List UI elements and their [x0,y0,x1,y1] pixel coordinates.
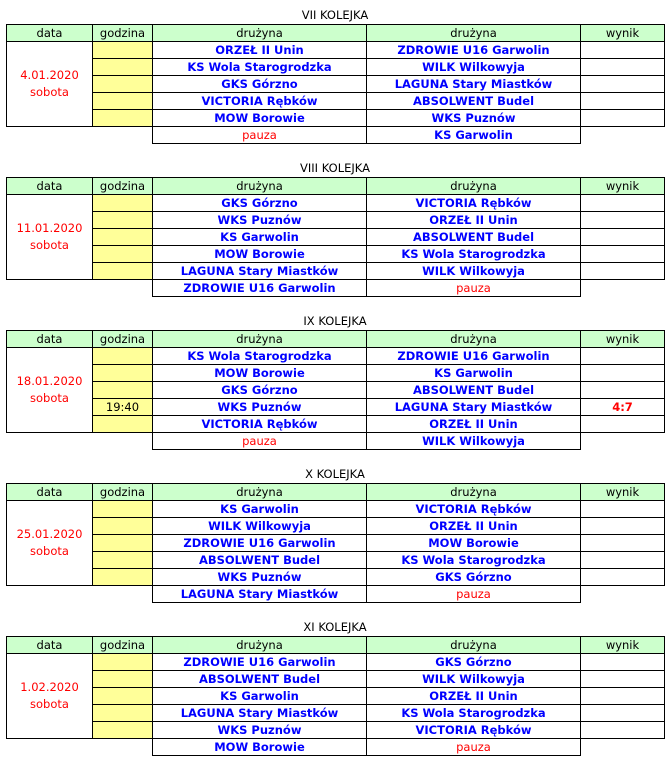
match-row [7,382,665,399]
match-result [581,654,665,671]
away-team: WILK Wilkowyja [367,433,581,450]
away-team: VICTORIA Rębków [367,501,581,518]
home-team: WILK Wilkowyja [153,518,367,535]
away-team: LAGUNA Stary Miastków [367,399,581,416]
match-row [7,246,665,263]
home-team: ABSOLWENT Budel [153,671,367,688]
home-team: LAGUNA Stary Miastków [153,263,367,280]
match-row [7,93,665,110]
home-team: LAGUNA Stary Miastków [153,705,367,722]
match-hour [93,569,153,586]
match-row [7,739,665,756]
away-team: KS Garwolin [367,365,581,382]
home-team: ABSOLWENT Budel [153,552,367,569]
empty-cell [7,127,153,144]
header-team: drużyna [153,637,367,654]
match-hour [93,365,153,382]
table-header-row [7,25,665,42]
day-value: sobota [30,544,69,558]
match-date [7,42,93,127]
round-block [6,618,664,756]
match-result [581,76,665,93]
match-row [7,416,665,433]
home-team: LAGUNA Stary Miastków [153,586,367,603]
match-result [581,93,665,110]
away-team: VICTORIA Rębków [367,195,581,212]
home-team: GKS Górzno [153,76,367,93]
match-result [581,535,665,552]
home-team: WKS Puznów [153,399,367,416]
match-hour [93,416,153,433]
empty-cell [581,586,665,603]
away-team: WILK Wilkowyja [367,59,581,76]
home-team: KS Wola Starogrodzka [153,348,367,365]
header-result: wynik [581,25,665,42]
match-row [7,433,665,450]
away-team: ZDROWIE U16 Garwolin [367,42,581,59]
match-result [581,552,665,569]
home-team: MOW Borowie [153,246,367,263]
round-block [6,159,664,297]
round-title: X KOLEJKA [305,467,365,481]
empty-cell [7,433,153,450]
match-hour [93,42,153,59]
round-title: IX KOLEJKA [303,314,367,328]
match-row [7,195,665,212]
home-team: WKS Puznów [153,569,367,586]
match-hour [93,93,153,110]
date-value: 4.01.2020 [20,68,79,82]
header-team: drużyna [367,331,581,348]
header-team: drużyna [367,178,581,195]
match-result [581,42,665,59]
match-row [7,127,665,144]
away-team: MOW Borowie [367,535,581,552]
match-row [7,280,665,297]
away-team: WILK Wilkowyja [367,671,581,688]
match-row [7,569,665,586]
match-result [581,59,665,76]
round-block [6,312,664,450]
home-team: ORZEŁ II Unin [153,42,367,59]
round-title: VII KOLEJKA [301,8,369,22]
match-row [7,722,665,739]
match-row [7,552,665,569]
match-row [7,348,665,365]
match-result [581,518,665,535]
match-date [7,195,93,280]
empty-cell [581,127,665,144]
match-row [7,586,665,603]
match-result [581,365,665,382]
match-row [7,76,665,93]
header-date: data [7,331,93,348]
match-date [7,348,93,433]
header-hour: godzina [93,637,153,654]
header-date: data [7,178,93,195]
match-row [7,399,665,416]
match-result [581,705,665,722]
empty-cell [581,280,665,297]
match-hour [93,722,153,739]
away-team: ABSOLWENT Budel [367,93,581,110]
round-table [6,24,665,144]
round-block [6,465,664,603]
home-team: VICTORIA Rębków [153,416,367,433]
match-hour [93,195,153,212]
match-hour: 19:40 [93,399,153,416]
empty-cell [7,586,153,603]
away-team: WKS Puznów [367,110,581,127]
away-team: GKS Górzno [367,569,581,586]
round-title: VIII KOLEJKA [300,161,370,175]
header-team: drużyna [153,25,367,42]
match-hour [93,518,153,535]
date-value: 1.02.2020 [20,680,79,694]
match-hour [93,76,153,93]
header-result: wynik [581,178,665,195]
home-team: GKS Górzno [153,382,367,399]
home-team: ZDROWIE U16 Garwolin [153,654,367,671]
match-row [7,688,665,705]
match-result [581,569,665,586]
match-date [7,501,93,586]
home-team: ZDROWIE U16 Garwolin [153,535,367,552]
home-team: WKS Puznów [153,212,367,229]
away-team: ZDROWIE U16 Garwolin [367,348,581,365]
header-date: data [7,25,93,42]
header-team: drużyna [367,637,581,654]
header-result: wynik [581,331,665,348]
match-row [7,110,665,127]
home-team: WKS Puznów [153,722,367,739]
match-result [581,722,665,739]
away-team: WILK Wilkowyja [367,263,581,280]
match-result [581,348,665,365]
header-date: data [7,637,93,654]
date-value: 11.01.2020 [16,221,83,235]
date-value: 25.01.2020 [16,527,83,541]
match-hour [93,110,153,127]
header-team: drużyna [367,484,581,501]
match-hour [93,501,153,518]
round-table [6,636,665,756]
match-hour [93,535,153,552]
header-result: wynik [581,484,665,501]
match-result [581,110,665,127]
match-row [7,705,665,722]
header-team: drużyna [153,484,367,501]
match-row [7,229,665,246]
header-team: drużyna [367,25,581,42]
home-team: MOW Borowie [153,110,367,127]
empty-cell [7,280,153,297]
away-team: KS Wola Starogrodzka [367,246,581,263]
away-team: ABSOLWENT Budel [367,382,581,399]
day-value: sobota [30,697,69,711]
home-team: KS Wola Starogrodzka [153,59,367,76]
match-hour [93,671,153,688]
match-result [581,246,665,263]
match-result [581,212,665,229]
match-hour [93,212,153,229]
table-header-row [7,637,665,654]
match-row [7,59,665,76]
away-team: GKS Górzno [367,654,581,671]
match-result [581,671,665,688]
empty-cell [581,433,665,450]
match-hour [93,229,153,246]
home-team: KS Garwolin [153,229,367,246]
match-hour [93,688,153,705]
match-hour [93,552,153,569]
away-team: pauza [367,280,581,297]
match-row [7,518,665,535]
match-row [7,42,665,59]
home-team: GKS Górzno [153,195,367,212]
header-hour: godzina [93,331,153,348]
match-row [7,654,665,671]
table-header-row [7,331,665,348]
header-team: drużyna [153,178,367,195]
round-table [6,483,665,603]
away-team: pauza [367,739,581,756]
home-team: ZDROWIE U16 Garwolin [153,280,367,297]
match-hour [93,705,153,722]
match-result [581,416,665,433]
match-result [581,229,665,246]
day-value: sobota [30,238,69,252]
home-team: VICTORIA Rębków [153,93,367,110]
match-hour [93,246,153,263]
table-header-row [7,178,665,195]
match-hour [93,348,153,365]
table-header-row [7,484,665,501]
match-result [581,501,665,518]
header-date: data [7,484,93,501]
match-result [581,382,665,399]
round-table [6,330,665,450]
match-row [7,501,665,518]
match-row [7,365,665,382]
header-team: drużyna [153,331,367,348]
empty-cell [581,739,665,756]
match-result [581,195,665,212]
match-row [7,535,665,552]
match-result: 4:7 [581,399,665,416]
match-hour [93,654,153,671]
date-value: 18.01.2020 [16,374,83,388]
away-team: ORZEŁ II Unin [367,518,581,535]
match-row [7,263,665,280]
header-hour: godzina [93,25,153,42]
match-hour [93,263,153,280]
home-team: KS Garwolin [153,501,367,518]
empty-cell [7,739,153,756]
match-row [7,212,665,229]
header-result: wynik [581,637,665,654]
home-team: pauza [153,433,367,450]
away-team: ORZEŁ II Unin [367,416,581,433]
away-team: KS Wola Starogrodzka [367,705,581,722]
away-team: ORZEŁ II Unin [367,212,581,229]
match-result [581,688,665,705]
match-result [581,263,665,280]
header-hour: godzina [93,484,153,501]
day-value: sobota [30,391,69,405]
away-team: KS Garwolin [367,127,581,144]
home-team: MOW Borowie [153,365,367,382]
away-team: VICTORIA Rębków [367,722,581,739]
home-team: pauza [153,127,367,144]
away-team: ORZEŁ II Unin [367,688,581,705]
away-team: ABSOLWENT Budel [367,229,581,246]
match-row [7,671,665,688]
round-table [6,177,665,297]
away-team: LAGUNA Stary Miastków [367,76,581,93]
match-hour [93,382,153,399]
header-hour: godzina [93,178,153,195]
round-block [6,6,664,144]
match-date [7,654,93,739]
round-title: XI KOLEJKA [303,620,367,634]
home-team: MOW Borowie [153,739,367,756]
home-team: KS Garwolin [153,688,367,705]
day-value: sobota [30,85,69,99]
away-team: KS Wola Starogrodzka [367,552,581,569]
match-hour [93,59,153,76]
away-team: pauza [367,586,581,603]
